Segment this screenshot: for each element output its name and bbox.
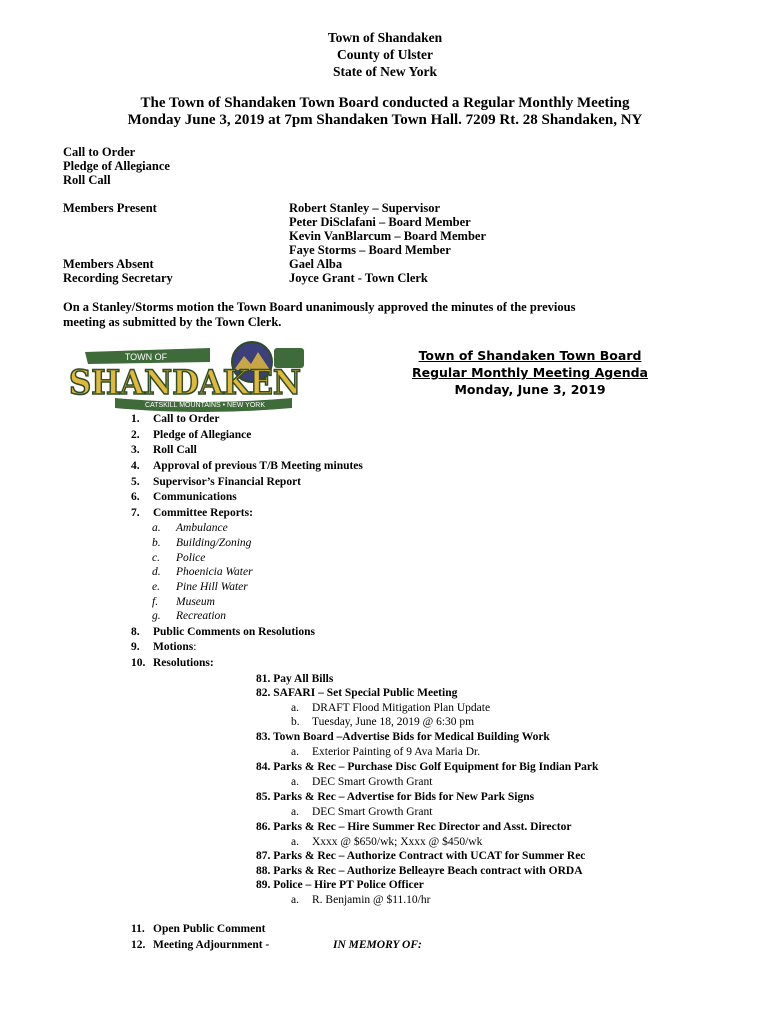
resolution-item: 85. Parks & Rec – Advertise for Bids for New Park Signs xyxy=(256,791,535,803)
resolution-item: 88. Parks & Rec – Authorize Belleayre Beach contract with ORDA xyxy=(256,865,583,877)
resolution-item: 83. Town Board –Advertise Bids for Medical Building Work xyxy=(256,731,550,743)
agenda-item: 8. Public Comments on Resolutions xyxy=(131,626,315,638)
agenda-item: 12. Meeting Adjournment - xyxy=(131,939,270,951)
header-state: State of New York xyxy=(332,64,438,79)
in-memory-of: IN MEMORY OF: xyxy=(333,939,422,951)
resolution-sub-item: a. DEC Smart Growth Grant xyxy=(291,776,433,788)
logo-tagline: CATSKILL MOUNTAINS • NEW YORK xyxy=(144,402,266,409)
motion-line1: On a Stanley/Storms motion the Town Board unanimously approved the minutes of the previous xyxy=(63,300,576,314)
resolution-sub-item: b. Tuesday, June 18, 2019 @ 6:30 pm xyxy=(291,716,475,728)
resolution-item: 81. Pay All Bills xyxy=(256,673,334,685)
committee-report-item: d. Phoenicia Water xyxy=(152,566,253,578)
agenda-title-line2: Regular Monthly Meeting Agenda xyxy=(411,365,648,380)
header-town: Town of Shandaken xyxy=(327,30,443,45)
agenda-item: 7. Committee Reports: xyxy=(131,507,253,519)
member-present: Robert Stanley – Supervisor xyxy=(289,201,441,215)
member-present: Kevin VanBlarcum – Board Member xyxy=(289,229,486,243)
members-present-label: Members Present xyxy=(63,201,157,215)
resolution-item: 82. SAFARI – Set Special Public Meeting xyxy=(256,687,458,699)
recording-secretary-label: Recording Secretary xyxy=(63,271,173,285)
opening-roll-call: Roll Call xyxy=(63,173,111,187)
committee-report-item: f. Museum xyxy=(152,596,215,608)
agenda-item: 9. Motions: xyxy=(131,641,197,653)
recording-secretary: Joyce Grant - Town Clerk xyxy=(289,271,428,285)
resolution-sub-item: a. DRAFT Flood Mitigation Plan Update xyxy=(291,702,491,714)
resolution-sub-item: a. Exterior Painting of 9 Ava Maria Dr. xyxy=(291,746,481,758)
meeting-title-line2: Monday June 3, 2019 at 7pm Shandaken Town Hall. 7209 Rt. 28 Shandaken, NY xyxy=(127,112,643,128)
town-logo xyxy=(60,340,310,415)
agenda-item: 6. Communications xyxy=(131,491,237,503)
resolution-sub-item: a. Xxxx @ $650/wk; Xxxx @ $450/wk xyxy=(291,836,483,848)
committee-report-item: e. Pine Hill Water xyxy=(152,581,248,593)
member-absent: Gael Alba xyxy=(289,257,343,271)
resolution-item: 87. Parks & Rec – Authorize Contract with UCAT for Summer Rec xyxy=(256,850,586,862)
agenda-item: 10. Resolutions: xyxy=(131,657,214,669)
members-absent-label: Members Absent xyxy=(63,257,154,271)
agenda-item: 1. Call to Order xyxy=(131,413,220,425)
resolution-sub-item: a. DEC Smart Growth Grant xyxy=(291,806,433,818)
member-present: Peter DiSclafani – Board Member xyxy=(289,215,471,229)
agenda-item: 2. Pledge of Allegiance xyxy=(131,429,252,441)
committee-report-item: a. Ambulance xyxy=(152,522,228,534)
resolution-item: 89. Police – Hire PT Police Officer xyxy=(256,879,424,891)
resolution-sub-item: a. R. Benjamin @ $11.10/hr xyxy=(291,894,431,906)
committee-report-item: b. Building/Zoning xyxy=(152,537,252,549)
committee-report-item: g. Recreation xyxy=(152,610,227,622)
resolution-item: 86. Parks & Rec – Hire Summer Rec Director and Asst. Director xyxy=(256,821,572,833)
logo-shandaken: SHANDAKEN xyxy=(69,363,301,403)
agenda-item: 3. Roll Call xyxy=(131,444,197,456)
header-county: County of Ulster xyxy=(337,47,433,62)
agenda-title-date: Monday, June 3, 2019 xyxy=(454,382,606,397)
resolution-item: 84. Parks & Rec – Purchase Disc Golf Equipment for Big Indian Park xyxy=(256,761,599,773)
agenda-item: 5. Supervisor’s Financial Report xyxy=(131,476,302,488)
town-logo-graphic xyxy=(60,340,310,415)
meeting-title-line1: The Town of Shandaken Town Board conducted a Regular Monthly Meeting xyxy=(140,95,630,111)
member-present: Faye Storms – Board Member xyxy=(289,243,451,257)
opening-call-to-order: Call to Order xyxy=(63,145,136,159)
agenda-title-line1: Town of Shandaken Town Board xyxy=(418,348,642,363)
opening-pledge: Pledge of Allegiance xyxy=(63,159,170,173)
motion-line2: meeting as submitted by the Town Clerk. xyxy=(63,315,282,329)
agenda-item: 4. Approval of previous T/B Meeting minutes xyxy=(131,460,363,472)
agenda-item: 11. Open Public Comment xyxy=(131,923,266,935)
logo-town-of: TOWN OF xyxy=(124,352,168,362)
committee-report-item: c. Police xyxy=(152,552,206,564)
